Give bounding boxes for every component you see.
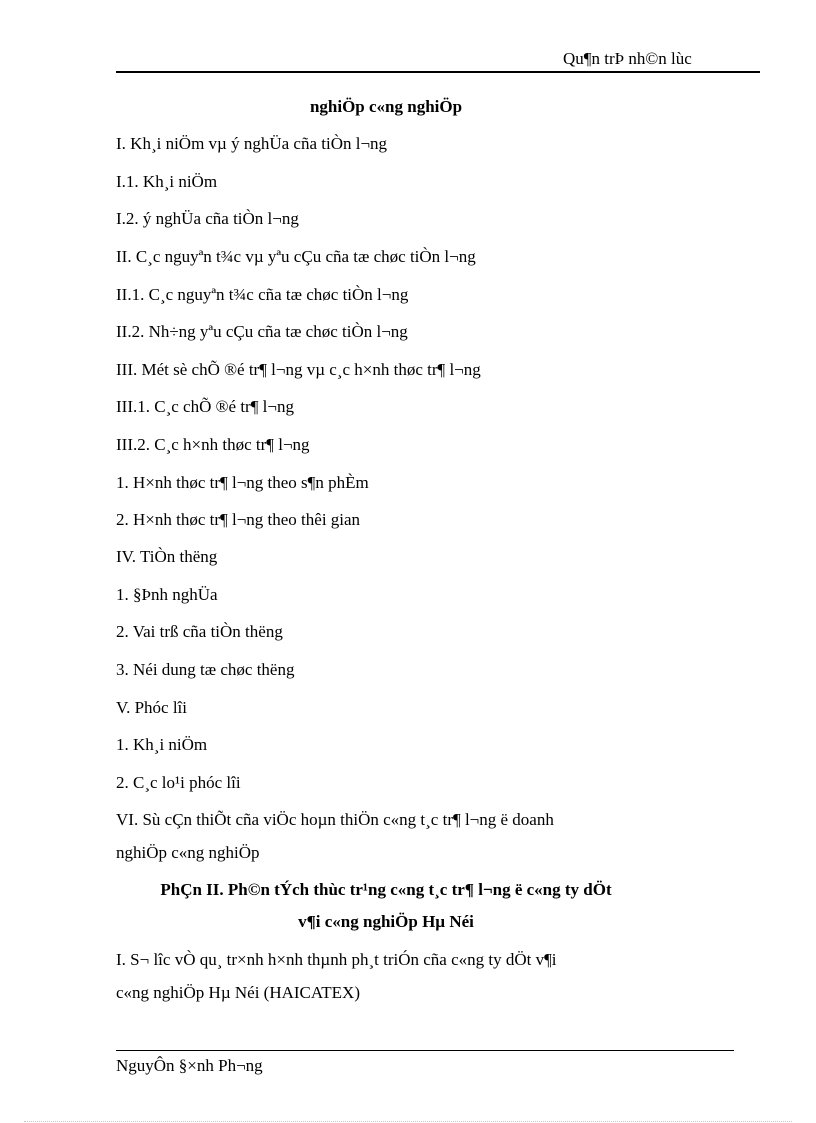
toc-line: 2. H×nh thøc tr¶ l¬ng theo thêi gian (116, 510, 361, 529)
toc-line: c«ng nghiÖp Hµ Néi (HAICATEX) (116, 983, 360, 1002)
toc-line: 1. §Þnh nghÜa (116, 585, 218, 604)
toc-line: 2. C¸c lo¹i phóc lîi (116, 773, 241, 792)
toc-line: III. Mét sè chÕ ®é tr¶ l¬ng vµ c¸c h×nh thøc tr¶ l¬ng (116, 360, 481, 379)
toc-line: IV. TiÒn thëng (116, 547, 218, 566)
toc-line: V. Phóc lîi (116, 698, 188, 717)
footer-rule (116, 1050, 734, 1051)
toc-line: VI. Sù cÇn thiÕt cña viÖc hoµn thiÖn c«ng t¸c tr¶ l¬ng ë doanh (116, 810, 554, 829)
section-heading-continued: nghiÖp c«ng nghiÖp (309, 97, 463, 116)
toc-line: III.2. C¸c h×nh thøc tr¶ l¬ng (116, 435, 310, 454)
toc-line: II. C¸c nguyªn t¾c vµ yªu cÇu cña tæ chøc tiÒn l¬ng (116, 247, 476, 266)
toc-line: I. S¬ lîc vÒ qu¸ tr×nh h×nh thµnh ph¸t triÓn cña c«ng ty dÖt v¶i (116, 950, 557, 969)
header-rule (116, 71, 760, 73)
toc-line: II.1. C¸c nguyªn t¾c cña tæ chøc tiÒn l¬ng (116, 285, 409, 304)
toc-line: I.1. Kh¸i niÖm (116, 172, 218, 191)
toc-line: III.1. C¸c chÕ ®é tr¶ l¬ng (116, 397, 294, 416)
toc-line: 1. Kh¸i niÖm (116, 735, 208, 754)
part-heading: PhÇn II. Ph©n tÝch thùc tr¹ng c«ng t¸c tr¶ l¬ng ë c«ng ty dÖt (160, 880, 612, 899)
toc-line: I. Kh¸i niÖm vµ ý nghÜa cña tiÒn l¬ng (116, 134, 388, 153)
toc-line: II.2. Nh÷ng yªu cÇu cña tæ chøc tiÒn l¬ng (116, 322, 408, 341)
footer-author: NguyÔn §×nh Ph¬ng (116, 1056, 263, 1075)
toc-line: 1. H×nh thøc tr¶ l¬ng theo s¶n phÈm (116, 473, 369, 492)
part-heading: v¶i c«ng nghiÖp Hµ Néi (298, 912, 474, 931)
toc-line: nghiÖp c«ng nghiÖp (116, 843, 260, 862)
toc-line: I.2. ý nghÜa cña tiÒn l¬ng (116, 209, 299, 228)
page-edge-divider (24, 1121, 792, 1122)
toc-line: 2. Vai trß cña tiÒn thëng (116, 622, 283, 641)
running-header: Qu¶n trÞ nh©n lùc (563, 49, 692, 68)
toc-line: 3. Néi dung tæ chøc thëng (116, 660, 295, 679)
